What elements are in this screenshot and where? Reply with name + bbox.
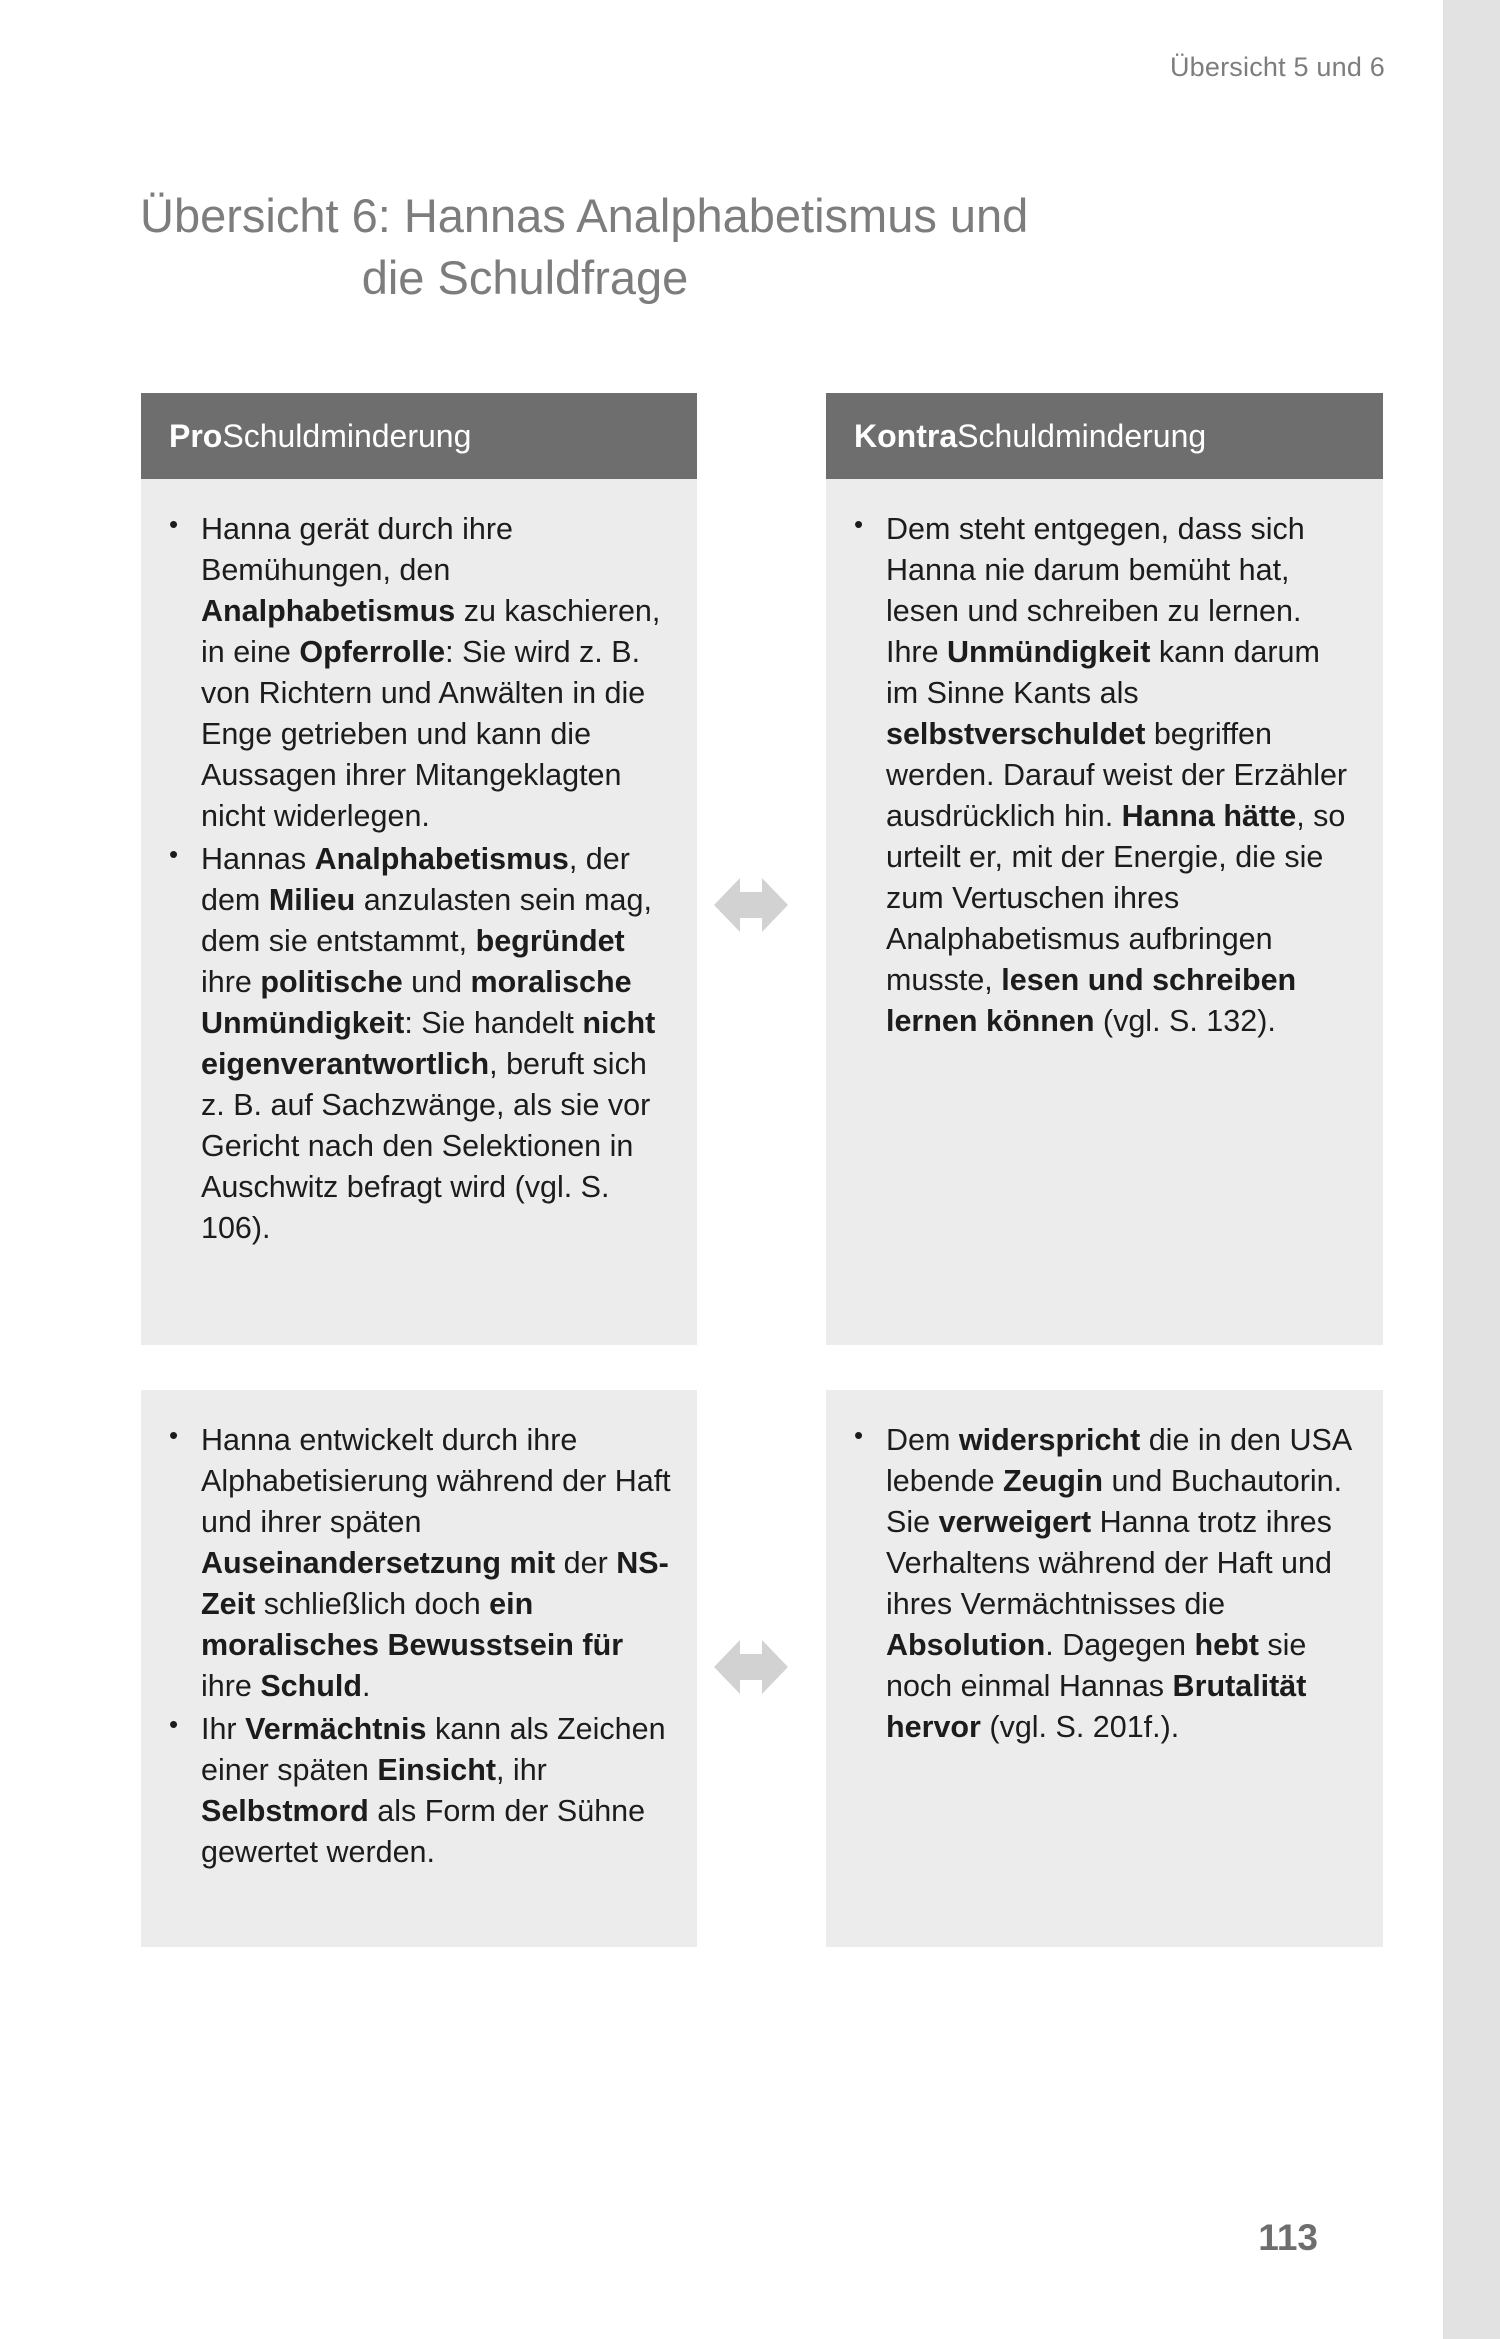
column-header-pro xyxy=(141,393,697,479)
double-arrow-horizontal-icon xyxy=(714,874,788,936)
column-header-pro-strong: Pro xyxy=(169,417,223,454)
page-title-line-2: die Schuldfrage xyxy=(361,251,689,305)
bullet-item: • Hanna entwickelt durch ihre Alphabetisierung während der Haft und ihrer späten Auseinandersetzung mit der NS-Zeit schließlich doch ein moralisches Bewusstsein für ihre Schuld. xyxy=(161,1420,673,1707)
column-header-pro-rest: Schuldminderung xyxy=(222,417,472,454)
page-title-line-1: Übersicht 6: Hannas Analphabetismus und xyxy=(140,189,1029,242)
page-title xyxy=(140,185,1240,309)
bullet-item: • Dem widerspricht die in den USA lebende Zeugin und Buchautorin. Sie verweigert Hanna trotz ihres Verhaltens während der Haft und ihres Vermächtnisses die Absolution. Dagegen hebt sie noch einmal Hannas Brutalität hervor (vgl. S. 201f.). xyxy=(846,1420,1359,1748)
bullet-list xyxy=(161,1420,673,1873)
column-header-kontra-rest: Schuldminderung xyxy=(957,417,1207,454)
page-edge-strip xyxy=(1443,0,1500,2339)
content-box-kontra-top xyxy=(826,479,1383,1345)
bullet-item: • Hannas Analphabetismus, der dem Milieu anzulasten sein mag, dem sie entstammt, begründet ihre politische und moralische Unmündigkeit: Sie handelt nicht eigenverantwortlich, beruft sich z. B. auf Sachzwänge, als sie vor Gericht nach den Selektionen in Auschwitz befragt wird (vgl. S. 106). xyxy=(161,839,673,1249)
bullet-item: • Dem steht entgegen, dass sich Hanna nie darum bemüht hat, lesen und schreiben zu lernen. Ihre Unmündigkeit kann darum im Sinne Kants als selbstverschuldet begriffen werden. Darauf weist der Erzähler ausdrücklich hin. Hanna hätte, so urteilt er, mit der Energie, die sie zum Vertuschen ihres Analphabetismus aufbringen musste, lesen und schreiben lernen können (vgl. S. 132). xyxy=(846,509,1359,1042)
bullet-list xyxy=(846,1420,1359,1748)
bullet-item: • Ihr Vermächtnis kann als Zeichen einer späten Einsicht, ihr Selbstmord als Form der Sühne gewertet werden. xyxy=(161,1709,673,1873)
content-box-pro-bottom xyxy=(141,1390,697,1947)
running-head: Übersicht 5 und 6 xyxy=(1169,52,1385,82)
bullet-item: • Hanna gerät durch ihre Bemühungen, den Analphabetismus zu kaschieren, in eine Opferrolle: Sie wird z. B. von Richtern und Anwälten in die Enge getrieben und kann die Aussagen ihrer Mitangeklagten nicht widerlegen. xyxy=(161,509,673,837)
bullet-list xyxy=(161,509,673,1249)
column-header-kontra-strong: Kontra xyxy=(854,417,958,454)
content-box-kontra-bottom xyxy=(826,1390,1383,1947)
bullet-list xyxy=(846,509,1359,1042)
page-number: 113 xyxy=(1258,2217,1318,2258)
content-box-pro-top xyxy=(141,479,697,1345)
double-arrow-horizontal-icon xyxy=(714,1636,788,1698)
column-header-kontra xyxy=(826,393,1383,479)
